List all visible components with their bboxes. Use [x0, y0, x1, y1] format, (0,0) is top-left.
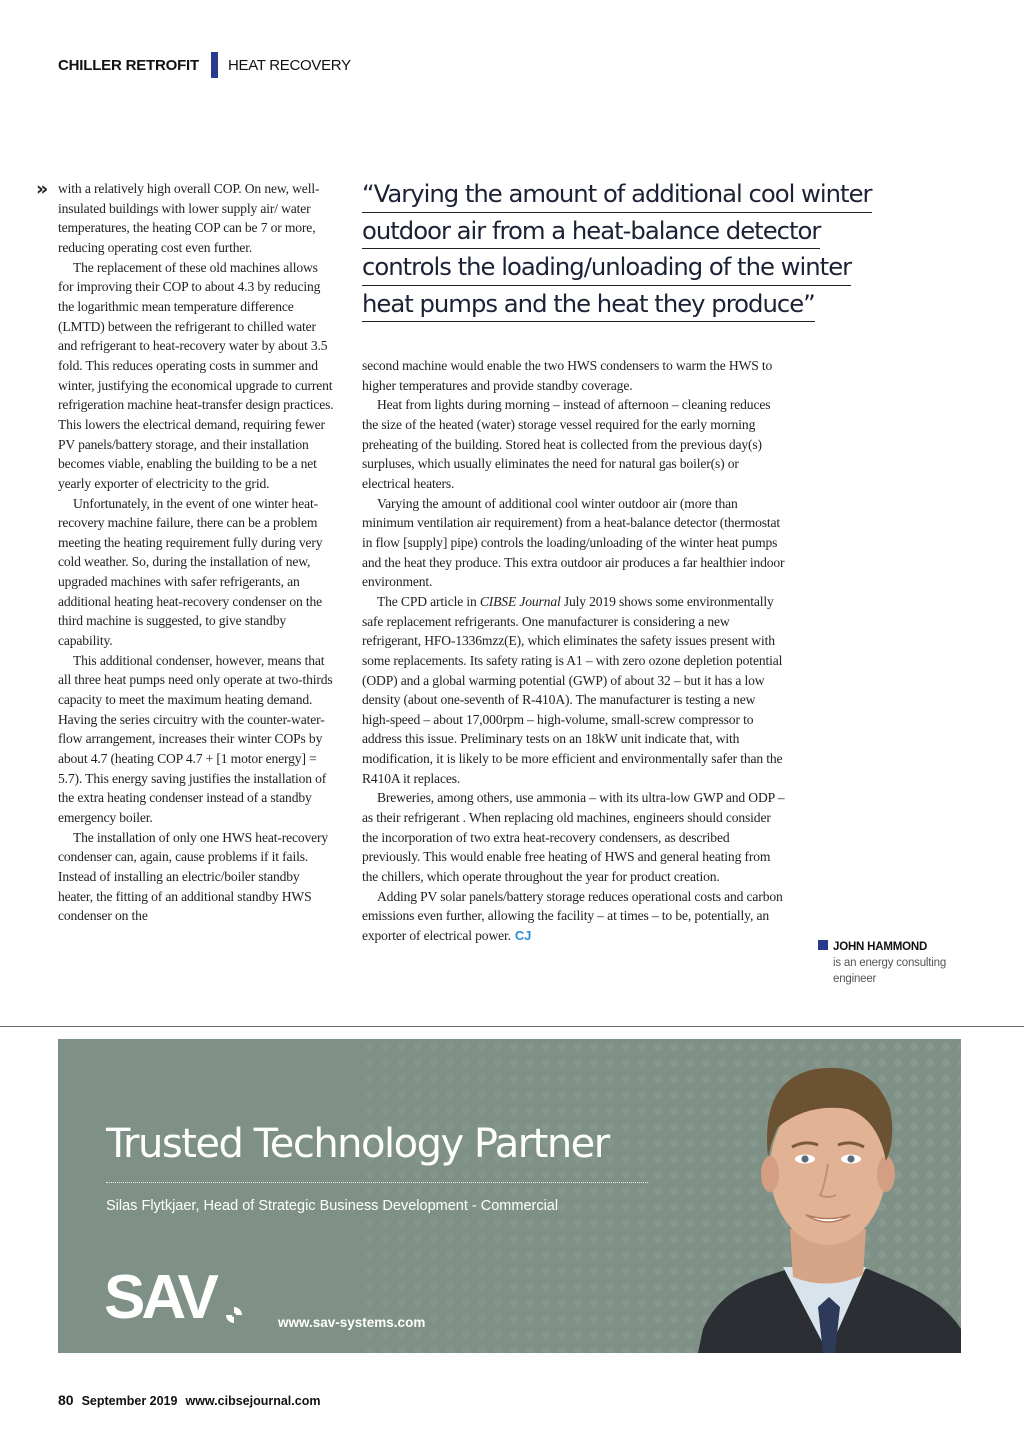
author-name: JOHN HAMMOND — [833, 941, 928, 953]
paragraph: The installation of only one HWS heat-recovery condenser can, again, cause problems if it fails. Instead of installing an electric/boiler standby heater, the fitting of an additional standby HWS condenser on the — [58, 829, 329, 924]
text-run: The CPD article in — [377, 593, 480, 609]
ad-person-credit: Silas Flytkjaer, Head of Strategic Business Development - Commercial — [106, 1198, 559, 1214]
paragraph: Heat from lights during morning – instead of afternoon – cleaning reduces the size of the heated (water) storage vessel required for the early morning preheating of the building. Stored heat is collected from the previous day(s) surpluses, which usually eliminates the need for natural gas boiler(s) or electrical heaters. — [362, 397, 771, 491]
paragraph: Breweries, among others, use ammonia – with its ultra-low GWP and ODP – as their refrigerant . When replacing old machines, engineers should consider the incorporation of two extra heat-recovery condensers, as described previously. This would enable free heating of HWS and general heating from the chillers, which operate throughout the year for product creation. — [362, 790, 785, 885]
page-header — [58, 52, 351, 78]
paragraph: Varying the amount of additional cool winter outdoor air (more than minimum ventilation air requirement) from a heat-balance detector (thermostat in flow [supply] pipe) controls the loading/unloading of the winter heat pumps and the heat they produce. This extra outdoor air produces a far healthier indoor environment. — [362, 495, 785, 590]
paragraph — [362, 592, 786, 789]
subsection-title: HEAT RECOVERY — [227, 56, 351, 74]
ad-headline: Trusted Technology Partner — [106, 1121, 609, 1167]
pull-quote-line: outdoor air from a heat-balance detector — [362, 213, 820, 250]
paragraph: second machine would enable the two HWS condensers to warm the HWS to higher temperatures and provide standby coverage. — [362, 358, 773, 393]
page-number: 80 — [58, 1392, 74, 1408]
ad-dotted-divider — [106, 1182, 648, 1183]
author-description: is an energy consulting engineer — [833, 957, 947, 985]
paragraph — [362, 887, 786, 946]
paragraph: with a relatively high overall COP. On new, well-insulated buildings with lower supply air/ water temperatures, the heating COP can be 7 or more, reducing operating cost even further. — [58, 181, 320, 255]
article-column-1 — [58, 179, 336, 926]
continuation-chevron-icon: » — [36, 178, 49, 200]
publication-title: CIBSE Journal — [479, 593, 561, 609]
text-run: July 2019 shows some environmentally safe replacement refrigerants. One manufacturer is considering a new refrigerant, HFO-1336mzz(E), which eliminates the safety issues present with some replacements. Its safety rating is A1 – with zero ozone depletion potential (ODP) and a global warming potential (GWP) of about 32 – but it has a low density (about one-seventh of R-410A). The manufacturer is testing a new high-speed – about 17,000rpm – high-volume, small-screw compressor to address this issue. Preliminary tests on an 18kW unit indicate that, with modification, it is likely to be more efficient and environmentally safer than the R410A it replaces. — [362, 593, 783, 786]
section-title: CHILLER RETROFIT — [58, 56, 199, 74]
footer-website-link[interactable]: www.cibsejournal.com — [185, 1394, 321, 1408]
ad-website-link[interactable]: www.sav-systems.com — [278, 1315, 426, 1330]
paragraph: The replacement of these old machines allows for improving their COP to about 4.3 by reducing the logarithmic mean temperature difference (LMTD) between the refrigerant to chilled water and refrigerant to heat-recovery water by about 3.5 fold. This reduces operating costs in summer and winter, justifying the economical upgrade to current refrigeration machine heat-transfer design practices. This lowers the electrical demand, requiring fewer PV panels/battery storage, and their installation becomes viable, enabling the building to be a net yearly exporter of electricity to the grid. — [58, 259, 334, 491]
text-run: Adding PV solar panels/battery storage reduces operational costs and carbon emissions even further, allowing the facility – at times – to be, potentially, an exporter of electrical power. — [362, 888, 783, 944]
header-divider-bar — [211, 52, 218, 78]
advertisement[interactable] — [58, 1039, 961, 1353]
person-photo — [698, 1039, 961, 1353]
article-column-2 — [362, 356, 786, 946]
issue-date: September 2019 — [81, 1394, 178, 1408]
paragraph: This additional condenser, however, means that all three heat pumps need only operate at two-thirds capacity to meet the maximum heating demand. Having the series circuitry with the counter-water-flow arrangement, increases their winter COPs by about 4.7 (heating COP 4.7 + [1 motor energy] = 5.7). This energy saving justifies the installation of the extra heating condenser instead of a standby emergency boiler. — [58, 652, 333, 825]
sav-swirl-icon — [224, 1305, 244, 1325]
pull-quote — [362, 176, 872, 322]
author-square-icon — [818, 940, 828, 950]
end-mark: CJ — [514, 928, 532, 944]
pull-quote-line: controls the loading/unloading of the winter — [362, 249, 851, 286]
section-divider — [0, 1026, 1024, 1027]
pull-quote-line: heat pumps and the heat they produce” — [362, 286, 815, 323]
page-footer — [58, 1392, 320, 1408]
pull-quote-line: “Varying the amount of additional cool winter — [362, 176, 872, 213]
author-box — [818, 937, 968, 987]
sav-logo: SAV — [104, 1263, 215, 1332]
paragraph: Unfortunately, in the event of one winter heat-recovery machine failure, there can be a problem meeting the heating requirement fully during very cold weather. So, during the installation of new, upgraded machines with safer refrigerants, an additional heating heat-recovery condenser on the third machine is suggested, to give standby capability. — [58, 495, 323, 649]
